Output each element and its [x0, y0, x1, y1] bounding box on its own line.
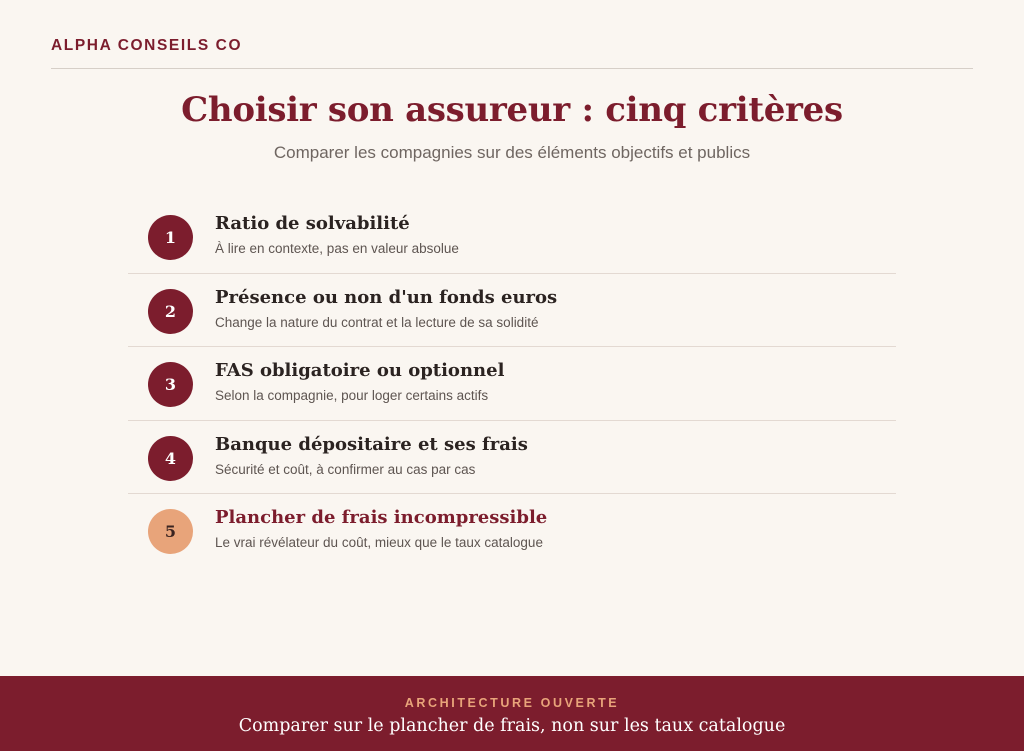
criteria-item — [128, 274, 896, 348]
criteria-number-badge: 1 — [148, 215, 193, 260]
criteria-item — [128, 347, 896, 421]
page-title: Choisir son assureur : cinq critères — [181, 90, 843, 130]
criteria-description: Change la nature du contrat et la lecture de sa solidité — [215, 314, 539, 330]
criteria-description: Selon la compagnie, pour loger certains actifs — [215, 388, 489, 403]
criteria-item-highlighted — [128, 494, 896, 568]
criteria-label: FAS obligatoire ou optionnel — [215, 360, 505, 381]
criteria-description: Le vrai révélateur du coût, mieux que le taux catalogue — [215, 535, 543, 550]
criteria-label: Ratio de solvabilité — [215, 213, 410, 234]
criteria-description: À lire en contexte, pas en valeur absolue — [215, 241, 459, 256]
criteria-number-badge: 3 — [148, 362, 193, 407]
criteria-label: Présence ou non d'un fonds euros — [215, 286, 558, 308]
criteria-label: Banque dépositaire et ses frais — [215, 433, 528, 455]
criteria-item — [128, 421, 896, 495]
footer-text: Comparer sur le plancher de frais, non sur les taux catalogue — [238, 716, 786, 736]
criteria-description: Sécurité et coût, à confirmer au cas par cas — [215, 461, 476, 477]
criteria-list — [128, 200, 896, 568]
footer-banner — [0, 676, 1024, 751]
criteria-item — [128, 200, 896, 274]
footer-kicker: ARCHITECTURE OUVERTE — [404, 696, 620, 710]
criteria-number-badge: 4 — [148, 436, 193, 481]
criteria-number-badge: 2 — [148, 289, 193, 334]
criteria-number-badge: 5 — [148, 509, 193, 554]
header-divider — [51, 68, 973, 69]
page-subtitle: Comparer les compagnies sur des éléments objectifs et publics — [273, 143, 751, 162]
criteria-label: Plancher de frais incompressible — [215, 507, 548, 528]
brand-name: ALPHA CONSEILS CO — [51, 37, 243, 54]
